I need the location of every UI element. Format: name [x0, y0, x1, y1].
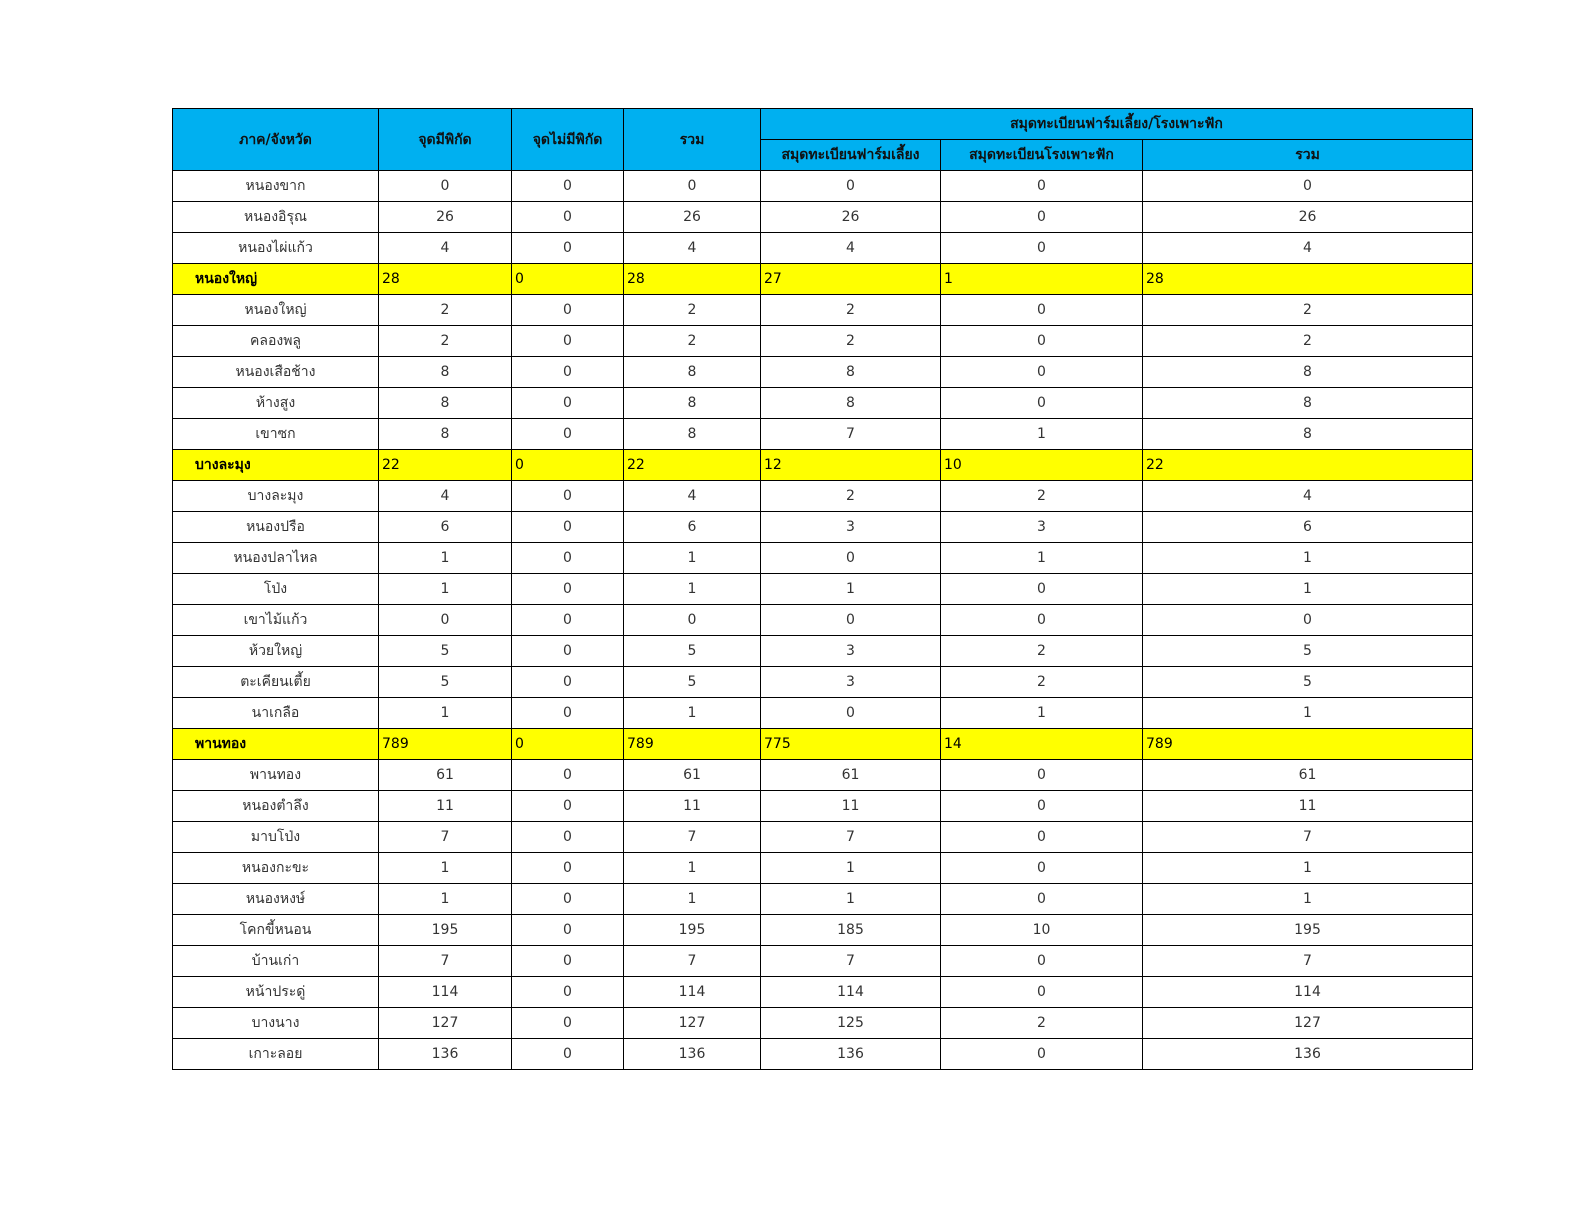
- cell-farm-registry: 1: [761, 574, 941, 605]
- cell-name: โคกขี้หนอน: [173, 915, 379, 946]
- header-registry-total: รวม: [1143, 140, 1473, 171]
- cell-total: 195: [624, 915, 761, 946]
- cell-name: บางนาง: [173, 1008, 379, 1039]
- cell-with-coords: 1: [379, 543, 512, 574]
- header-farm-registry: สมุดทะเบียนฟาร์มเลี้ยง: [761, 140, 941, 171]
- table-row: [173, 946, 1473, 977]
- cell-without-coords: 0: [512, 822, 624, 853]
- cell-name: หนองใหญ่: [173, 295, 379, 326]
- cell-name: ห้วยใหญ่: [173, 636, 379, 667]
- cell-without-coords: 0: [512, 915, 624, 946]
- cell-name: หนองหงษ์: [173, 884, 379, 915]
- cell-registry-total: 1: [1143, 884, 1473, 915]
- cell-farm-registry: 0: [761, 543, 941, 574]
- cell-with-coords: 4: [379, 481, 512, 512]
- header-total: รวม: [624, 109, 761, 171]
- cell-with-coords: 2: [379, 295, 512, 326]
- cell-with-coords: 127: [379, 1008, 512, 1039]
- cell-registry-total: 2: [1143, 326, 1473, 357]
- cell-farm-registry: 1: [761, 884, 941, 915]
- cell-total: 8: [624, 388, 761, 419]
- cell-name: มาบโป่ง: [173, 822, 379, 853]
- table-row: [173, 326, 1473, 357]
- cell-hatchery-registry: 0: [941, 326, 1143, 357]
- cell-name: หนองกะขะ: [173, 853, 379, 884]
- cell-without-coords: 0: [512, 1008, 624, 1039]
- cell-hatchery-registry: 0: [941, 884, 1143, 915]
- table-row: [173, 512, 1473, 543]
- table-row: [173, 636, 1473, 667]
- cell-without-coords: 0: [512, 574, 624, 605]
- cell-farm-registry: 7: [761, 822, 941, 853]
- table-row: [173, 357, 1473, 388]
- cell-registry-total: 28: [1143, 264, 1473, 295]
- cell-farm-registry: 2: [761, 295, 941, 326]
- header-without-coords: จุดไม่มีพิกัด: [512, 109, 624, 171]
- header-region: ภาค/จังหวัด: [173, 109, 379, 171]
- table-row: [173, 574, 1473, 605]
- cell-name: หนองปลาไหล: [173, 543, 379, 574]
- cell-farm-registry: 775: [761, 729, 941, 760]
- cell-with-coords: 8: [379, 388, 512, 419]
- cell-hatchery-registry: 2: [941, 636, 1143, 667]
- cell-name: หนองปรือ: [173, 512, 379, 543]
- cell-farm-registry: 7: [761, 946, 941, 977]
- cell-hatchery-registry: 2: [941, 667, 1143, 698]
- cell-total: 5: [624, 636, 761, 667]
- cell-without-coords: 0: [512, 977, 624, 1008]
- cell-registry-total: 26: [1143, 202, 1473, 233]
- table-row: [173, 822, 1473, 853]
- cell-registry-total: 4: [1143, 481, 1473, 512]
- cell-with-coords: 1: [379, 698, 512, 729]
- cell-hatchery-registry: 0: [941, 605, 1143, 636]
- cell-hatchery-registry: 10: [941, 915, 1143, 946]
- cell-total: 1: [624, 853, 761, 884]
- cell-hatchery-registry: 2: [941, 481, 1143, 512]
- cell-registry-total: 127: [1143, 1008, 1473, 1039]
- cell-without-coords: 0: [512, 884, 624, 915]
- cell-with-coords: 789: [379, 729, 512, 760]
- cell-name: หนองตำลึง: [173, 791, 379, 822]
- cell-without-coords: 0: [512, 481, 624, 512]
- cell-farm-registry: 3: [761, 667, 941, 698]
- cell-total: 114: [624, 977, 761, 1008]
- cell-without-coords: 0: [512, 202, 624, 233]
- cell-registry-total: 8: [1143, 419, 1473, 450]
- cell-total: 1: [624, 884, 761, 915]
- cell-total: 26: [624, 202, 761, 233]
- cell-registry-total: 7: [1143, 822, 1473, 853]
- cell-with-coords: 1: [379, 853, 512, 884]
- cell-hatchery-registry: 0: [941, 791, 1143, 822]
- cell-registry-total: 5: [1143, 667, 1473, 698]
- cell-farm-registry: 2: [761, 326, 941, 357]
- cell-farm-registry: 7: [761, 419, 941, 450]
- cell-without-coords: 0: [512, 853, 624, 884]
- cell-total: 2: [624, 326, 761, 357]
- cell-without-coords: 0: [512, 1039, 624, 1070]
- table-group-row: [173, 450, 1473, 481]
- cell-registry-total: 11: [1143, 791, 1473, 822]
- cell-registry-total: 1: [1143, 853, 1473, 884]
- cell-with-coords: 136: [379, 1039, 512, 1070]
- cell-hatchery-registry: 10: [941, 450, 1143, 481]
- cell-with-coords: 8: [379, 419, 512, 450]
- table-row: [173, 853, 1473, 884]
- cell-hatchery-registry: 1: [941, 419, 1143, 450]
- cell-with-coords: 6: [379, 512, 512, 543]
- cell-farm-registry: 2: [761, 481, 941, 512]
- cell-hatchery-registry: 0: [941, 171, 1143, 202]
- cell-total: 5: [624, 667, 761, 698]
- registry-table: [172, 108, 1473, 1070]
- cell-name: คลองพลู: [173, 326, 379, 357]
- table-row: [173, 977, 1473, 1008]
- cell-hatchery-registry: 14: [941, 729, 1143, 760]
- cell-registry-total: 5: [1143, 636, 1473, 667]
- cell-farm-registry: 3: [761, 512, 941, 543]
- cell-total: 4: [624, 233, 761, 264]
- cell-name: โป่ง: [173, 574, 379, 605]
- table-row: [173, 295, 1473, 326]
- table-row: [173, 202, 1473, 233]
- cell-registry-total: 1: [1143, 574, 1473, 605]
- cell-farm-registry: 27: [761, 264, 941, 295]
- cell-total: 0: [624, 605, 761, 636]
- cell-registry-total: 0: [1143, 605, 1473, 636]
- cell-hatchery-registry: 0: [941, 822, 1143, 853]
- cell-farm-registry: 26: [761, 202, 941, 233]
- cell-hatchery-registry: 0: [941, 977, 1143, 1008]
- table-row: [173, 667, 1473, 698]
- cell-hatchery-registry: 0: [941, 357, 1143, 388]
- data-table-sheet: [172, 108, 1472, 1070]
- cell-hatchery-registry: 1: [941, 698, 1143, 729]
- cell-with-coords: 1: [379, 574, 512, 605]
- cell-farm-registry: 3: [761, 636, 941, 667]
- cell-total: 789: [624, 729, 761, 760]
- cell-with-coords: 61: [379, 760, 512, 791]
- cell-without-coords: 0: [512, 667, 624, 698]
- cell-without-coords: 0: [512, 233, 624, 264]
- cell-without-coords: 0: [512, 946, 624, 977]
- cell-registry-total: 61: [1143, 760, 1473, 791]
- cell-without-coords: 0: [512, 419, 624, 450]
- cell-hatchery-registry: 0: [941, 1039, 1143, 1070]
- cell-registry-total: 114: [1143, 977, 1473, 1008]
- cell-registry-total: 6: [1143, 512, 1473, 543]
- cell-with-coords: 5: [379, 667, 512, 698]
- cell-registry-total: 1: [1143, 543, 1473, 574]
- cell-with-coords: 2: [379, 326, 512, 357]
- cell-with-coords: 22: [379, 450, 512, 481]
- cell-with-coords: 7: [379, 822, 512, 853]
- cell-name: หนองใหญ่: [173, 264, 379, 295]
- cell-farm-registry: 136: [761, 1039, 941, 1070]
- cell-name: บ้านเก่า: [173, 946, 379, 977]
- cell-without-coords: 0: [512, 698, 624, 729]
- cell-registry-total: 789: [1143, 729, 1473, 760]
- header-registry-group: สมุดทะเบียนฟาร์มเลี้ยง/โรงเพาะฟัก: [761, 109, 1473, 140]
- cell-name: ห้างสูง: [173, 388, 379, 419]
- table-row: [173, 1039, 1473, 1070]
- table-row: [173, 233, 1473, 264]
- cell-without-coords: 0: [512, 605, 624, 636]
- cell-with-coords: 195: [379, 915, 512, 946]
- cell-name: ตะเคียนเตี้ย: [173, 667, 379, 698]
- cell-farm-registry: 11: [761, 791, 941, 822]
- table-group-row: [173, 729, 1473, 760]
- cell-hatchery-registry: 1: [941, 264, 1143, 295]
- table-group-row: [173, 264, 1473, 295]
- cell-without-coords: 0: [512, 729, 624, 760]
- cell-without-coords: 0: [512, 388, 624, 419]
- cell-total: 136: [624, 1039, 761, 1070]
- cell-name: เขาไม้แก้ว: [173, 605, 379, 636]
- cell-with-coords: 5: [379, 636, 512, 667]
- header-hatchery-registry: สมุดทะเบียนโรงเพาะฟัก: [941, 140, 1143, 171]
- cell-farm-registry: 4: [761, 233, 941, 264]
- cell-hatchery-registry: 0: [941, 760, 1143, 791]
- cell-total: 7: [624, 946, 761, 977]
- cell-farm-registry: 61: [761, 760, 941, 791]
- cell-registry-total: 136: [1143, 1039, 1473, 1070]
- cell-farm-registry: 8: [761, 388, 941, 419]
- cell-name: บางละมุง: [173, 450, 379, 481]
- cell-farm-registry: 0: [761, 698, 941, 729]
- cell-with-coords: 0: [379, 171, 512, 202]
- table-row: [173, 419, 1473, 450]
- cell-total: 22: [624, 450, 761, 481]
- cell-without-coords: 0: [512, 357, 624, 388]
- cell-total: 61: [624, 760, 761, 791]
- table-row: [173, 791, 1473, 822]
- cell-total: 28: [624, 264, 761, 295]
- cell-hatchery-registry: 0: [941, 853, 1143, 884]
- cell-with-coords: 7: [379, 946, 512, 977]
- cell-total: 7: [624, 822, 761, 853]
- table-row: [173, 171, 1473, 202]
- cell-with-coords: 11: [379, 791, 512, 822]
- cell-without-coords: 0: [512, 171, 624, 202]
- cell-without-coords: 0: [512, 512, 624, 543]
- cell-without-coords: 0: [512, 295, 624, 326]
- cell-farm-registry: 125: [761, 1008, 941, 1039]
- cell-with-coords: 26: [379, 202, 512, 233]
- cell-hatchery-registry: 0: [941, 295, 1143, 326]
- cell-without-coords: 0: [512, 543, 624, 574]
- cell-total: 6: [624, 512, 761, 543]
- cell-with-coords: 4: [379, 233, 512, 264]
- cell-total: 127: [624, 1008, 761, 1039]
- cell-name: หนองขาก: [173, 171, 379, 202]
- table-row: [173, 481, 1473, 512]
- table-row: [173, 543, 1473, 574]
- cell-hatchery-registry: 3: [941, 512, 1143, 543]
- cell-hatchery-registry: 2: [941, 1008, 1143, 1039]
- cell-registry-total: 8: [1143, 357, 1473, 388]
- cell-farm-registry: 114: [761, 977, 941, 1008]
- table-row: [173, 1008, 1473, 1039]
- cell-registry-total: 1: [1143, 698, 1473, 729]
- cell-farm-registry: 12: [761, 450, 941, 481]
- cell-farm-registry: 0: [761, 171, 941, 202]
- cell-total: 4: [624, 481, 761, 512]
- cell-registry-total: 2: [1143, 295, 1473, 326]
- cell-farm-registry: 8: [761, 357, 941, 388]
- cell-with-coords: 8: [379, 357, 512, 388]
- cell-total: 1: [624, 698, 761, 729]
- cell-total: 2: [624, 295, 761, 326]
- table-body: [173, 171, 1473, 1070]
- cell-name: เกาะลอย: [173, 1039, 379, 1070]
- cell-with-coords: 114: [379, 977, 512, 1008]
- cell-name: หน้าประดู่: [173, 977, 379, 1008]
- cell-registry-total: 22: [1143, 450, 1473, 481]
- cell-registry-total: 0: [1143, 171, 1473, 202]
- cell-registry-total: 8: [1143, 388, 1473, 419]
- cell-hatchery-registry: 0: [941, 233, 1143, 264]
- cell-registry-total: 7: [1143, 946, 1473, 977]
- cell-total: 0: [624, 171, 761, 202]
- cell-hatchery-registry: 0: [941, 946, 1143, 977]
- cell-name: หนองอิรุณ: [173, 202, 379, 233]
- cell-without-coords: 0: [512, 326, 624, 357]
- cell-farm-registry: 185: [761, 915, 941, 946]
- table-row: [173, 605, 1473, 636]
- cell-with-coords: 1: [379, 884, 512, 915]
- cell-farm-registry: 1: [761, 853, 941, 884]
- cell-with-coords: 0: [379, 605, 512, 636]
- cell-total: 1: [624, 574, 761, 605]
- table-row: [173, 698, 1473, 729]
- cell-registry-total: 4: [1143, 233, 1473, 264]
- table-row: [173, 388, 1473, 419]
- table-row: [173, 915, 1473, 946]
- cell-hatchery-registry: 0: [941, 202, 1143, 233]
- cell-registry-total: 195: [1143, 915, 1473, 946]
- cell-name: หนองไผ่แก้ว: [173, 233, 379, 264]
- cell-hatchery-registry: 1: [941, 543, 1143, 574]
- table-row: [173, 884, 1473, 915]
- cell-name: บางละมุง: [173, 481, 379, 512]
- cell-total: 8: [624, 357, 761, 388]
- cell-without-coords: 0: [512, 760, 624, 791]
- cell-total: 11: [624, 791, 761, 822]
- table-header: [173, 109, 1473, 171]
- cell-name: พานทอง: [173, 760, 379, 791]
- cell-hatchery-registry: 0: [941, 388, 1143, 419]
- cell-total: 1: [624, 543, 761, 574]
- cell-without-coords: 0: [512, 791, 624, 822]
- cell-farm-registry: 0: [761, 605, 941, 636]
- cell-without-coords: 0: [512, 264, 624, 295]
- cell-name: หนองเสือช้าง: [173, 357, 379, 388]
- cell-total: 8: [624, 419, 761, 450]
- cell-without-coords: 0: [512, 450, 624, 481]
- cell-without-coords: 0: [512, 636, 624, 667]
- table-row: [173, 760, 1473, 791]
- header-with-coords: จุดมีพิกัด: [379, 109, 512, 171]
- cell-name: พานทอง: [173, 729, 379, 760]
- cell-with-coords: 28: [379, 264, 512, 295]
- cell-hatchery-registry: 0: [941, 574, 1143, 605]
- cell-name: เขาซก: [173, 419, 379, 450]
- cell-name: นาเกลือ: [173, 698, 379, 729]
